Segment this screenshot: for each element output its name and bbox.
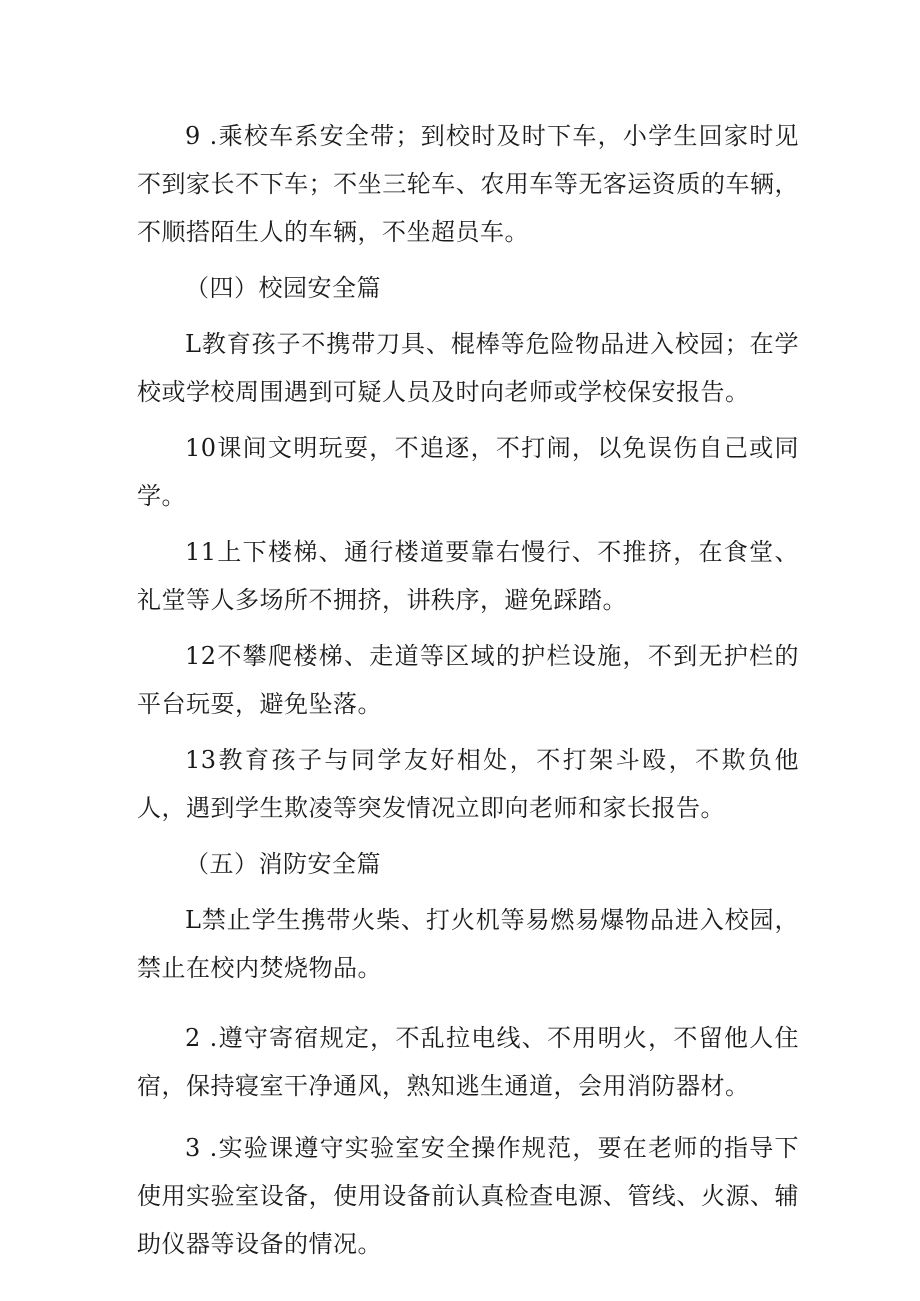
paragraph-item-10: 10课间文明玩耍，不追逐，不打闹，以免误伤自己或同学。 [137,434,799,510]
document-body [137,112,799,1268]
paragraph-item-12: 12不攀爬楼梯、走道等区域的护栏设施，不到无护栏的平台玩耍，避免坠落。 [137,642,799,718]
section-heading-campus-safety: （四）校园安全篇 [185,274,381,302]
paragraph-item-13: 13教育孩子与同学友好相处，不打架斗殴，不欺负他人，遇到学生欺凌等突发情况立即向老师和家长报告。 [137,746,799,822]
paragraph-item-9: 9 .乘校车系安全带；到校时及时下车，小学生回家时见不到家长不下车；不坐三轮车、农用车等无客运资质的车辆，不顺搭陌生人的车辆，不坐超员车。 [137,122,799,246]
paragraph-item-2: 2 .遵守寄宿规定，不乱拉电线、不用明火，不留他人住宿，保持寝室干净通风，熟知逃生通道，会用消防器材。 [137,1024,799,1100]
paragraph-item-11: 11上下楼梯、通行楼道要靠右慢行、不推挤，在食堂、礼堂等人多场所不拥挤，讲秩序，避免踩踏。 [137,538,799,614]
section-heading-fire-safety: （五）消防安全篇 [185,850,381,878]
paragraph-item-1-fire: L禁止学生携带火柴、打火机等易燃易爆物品进入校园，禁止在校内焚烧物品。 [137,906,799,982]
paragraph-item-1-campus: L教育孩子不携带刀具、棍棒等危险物品进入校园；在学校或学校周围遇到可疑人员及时向老师或学校保安报告。 [137,330,799,406]
paragraph-item-3: 3 .实验课遵守实验室安全操作规范，要在老师的指导下使用实验室设备，使用设备前认真检查电源、管线、火源、辅助仪器等设备的情况。 [137,1134,799,1258]
